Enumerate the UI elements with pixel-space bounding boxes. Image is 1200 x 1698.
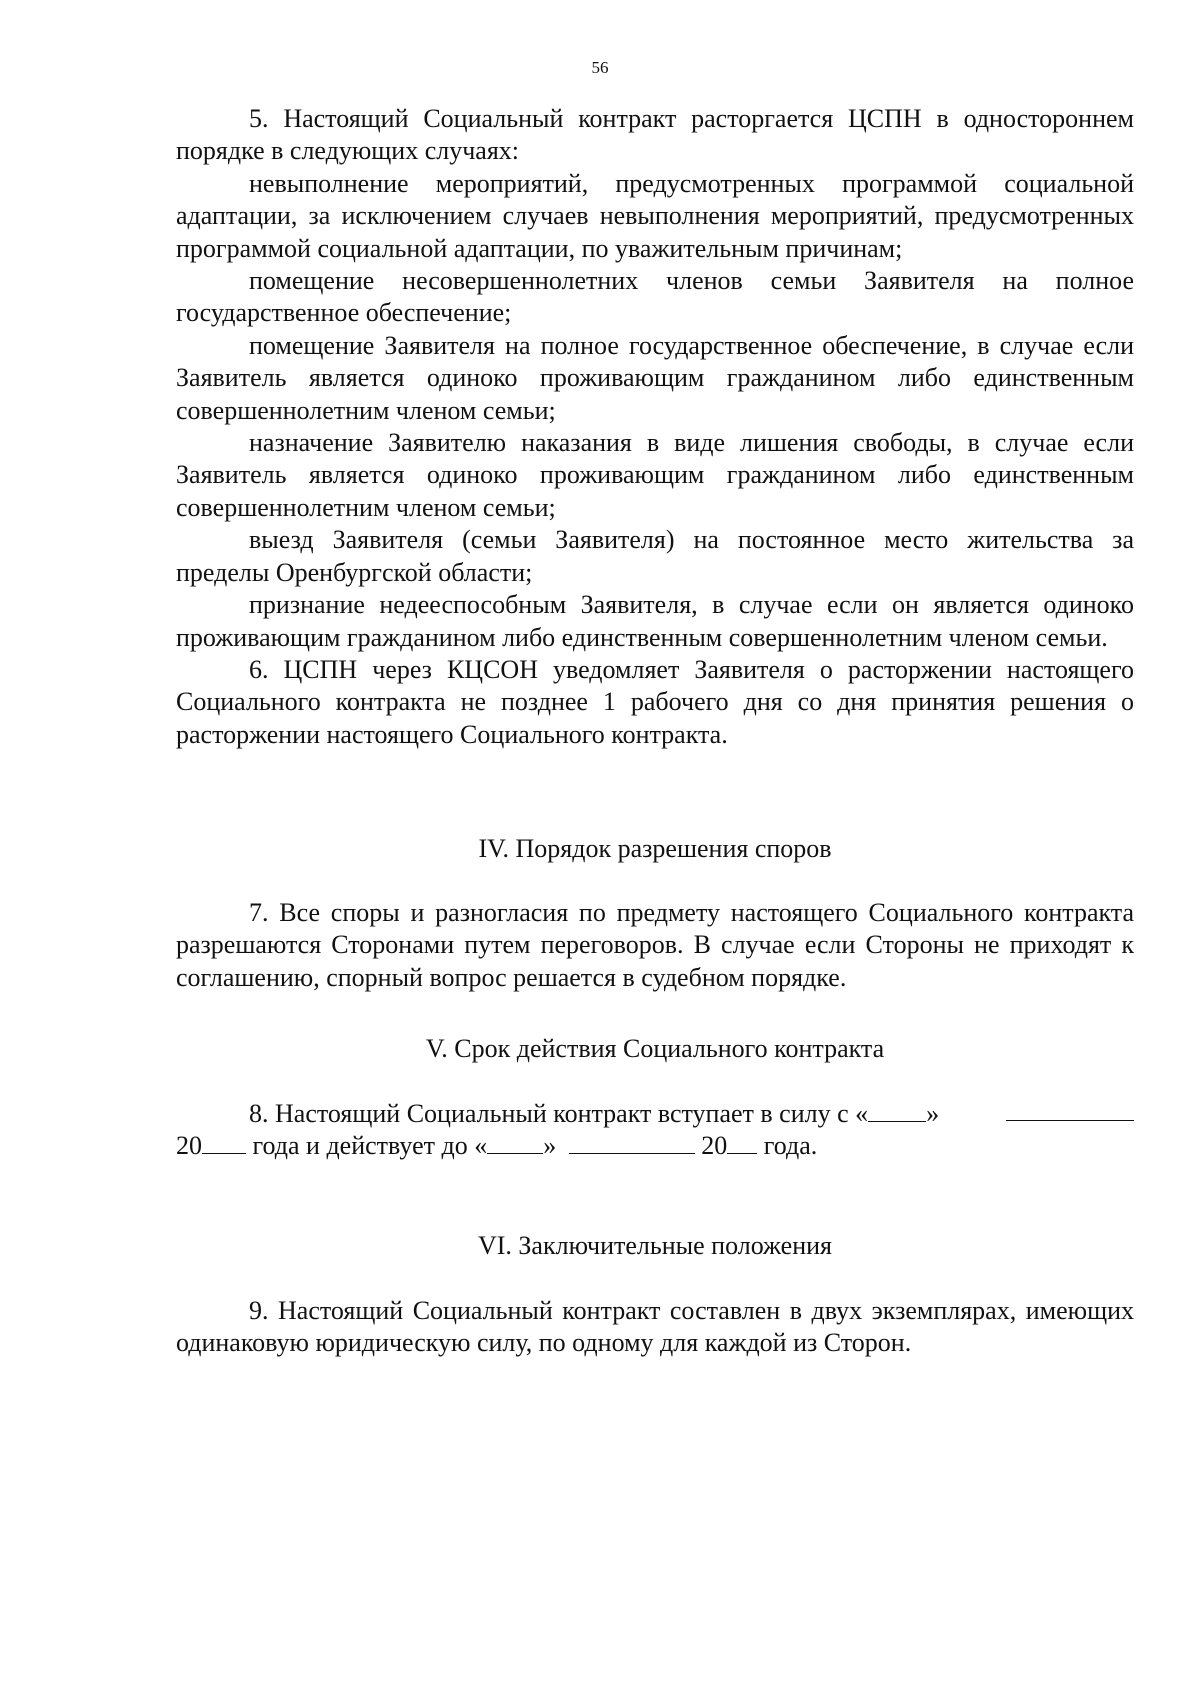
termination-case-4: назначение Заявителю наказания в виде лишения свободы, в случае если Заявитель является одиноко проживающим гражданином либо единственным совершеннолетним членом семьи;: [176, 428, 1134, 522]
paragraph-8-text-e: года.: [763, 1131, 818, 1161]
termination-case-1: невыполнение мероприятий, предусмотренных программой социальной адаптации, за исключением случаев невыполнения мероприятий, предусмотренных программой социальной адаптации, по уважительным причинам;: [176, 168, 1134, 263]
paragraph-5: 5. Настоящий Социальный контракт расторгается ЦСПН в одностороннем порядке в следующих случаях:: [176, 104, 1134, 166]
end-month-blank: [569, 1131, 695, 1154]
paragraph-8-line-1: [176, 1098, 1134, 1130]
end-year-prefix: 20: [701, 1131, 728, 1161]
start-year-prefix: 20: [176, 1131, 202, 1161]
paragraph-7: 7. Все споры и разногласия по предмету настоящего Социального контракта разрешаются Сторонами путем переговоров. В случае если Стороны не приходят к соглашению, спорный вопрос решается в судебном порядке.: [176, 898, 1134, 992]
paragraph-8-text-d: »: [543, 1131, 557, 1161]
end-year-blank: [727, 1131, 757, 1154]
section-heading-iv: IV. Порядок разрешения споров: [478, 834, 832, 863]
section-heading-v: V. Срок действия Социального контракта: [425, 1034, 885, 1063]
section-term: [176, 1098, 1134, 1163]
termination-case-2: помещение несовершеннолетних членов семьи Заявителя на полное государственное обеспечение;: [176, 266, 1134, 328]
paragraph-9: 9. Настоящий Социальный контракт составлен в двух экземплярах, имеющих одинаковую юридическую силу, по одному для каждой из Сторон.: [176, 1296, 1134, 1358]
termination-case-3: помещение Заявителя на полное государственное обеспечение, в случае если Заявитель является одиноко проживающим гражданином либо единственным совершеннолетним членом семьи;: [176, 330, 1134, 425]
section-termination: [176, 103, 1134, 751]
page-number: 56: [591, 58, 609, 77]
paragraph-8-text-b: »: [926, 1099, 940, 1128]
section-heading-vi: VI. Заключительные положения: [477, 1231, 833, 1260]
start-year-blank: [202, 1131, 246, 1154]
start-day-blank: [868, 1099, 926, 1122]
paragraph-6: 6. ЦСПН через КЦСОН уведомляет Заявителя о расторжении настоящего Социального контракта не позднее 1 рабочего дня со дня принятия решения о расторжении настоящего Социального контракта.: [176, 654, 1134, 749]
start-month-blank: [1006, 1098, 1134, 1121]
termination-case-6: признание недееспособным Заявителя, в случае если он является одиноко проживающим гражданином либо единственным совершеннолетним членом семьи.: [176, 590, 1134, 652]
section-disputes: [176, 897, 1134, 994]
section-final: [176, 1295, 1134, 1360]
end-day-blank: [487, 1131, 543, 1154]
paragraph-8-text-c: года и действует до «: [252, 1131, 488, 1161]
paragraph-8-line-2: [176, 1130, 1134, 1162]
termination-case-5: выезд Заявителя (семьи Заявителя) на постоянное место жительства за пределы Оренбургской области;: [176, 525, 1134, 587]
paragraph-8-text-a: 8. Настоящий Социальный контракт вступает в силу с «: [249, 1099, 869, 1128]
